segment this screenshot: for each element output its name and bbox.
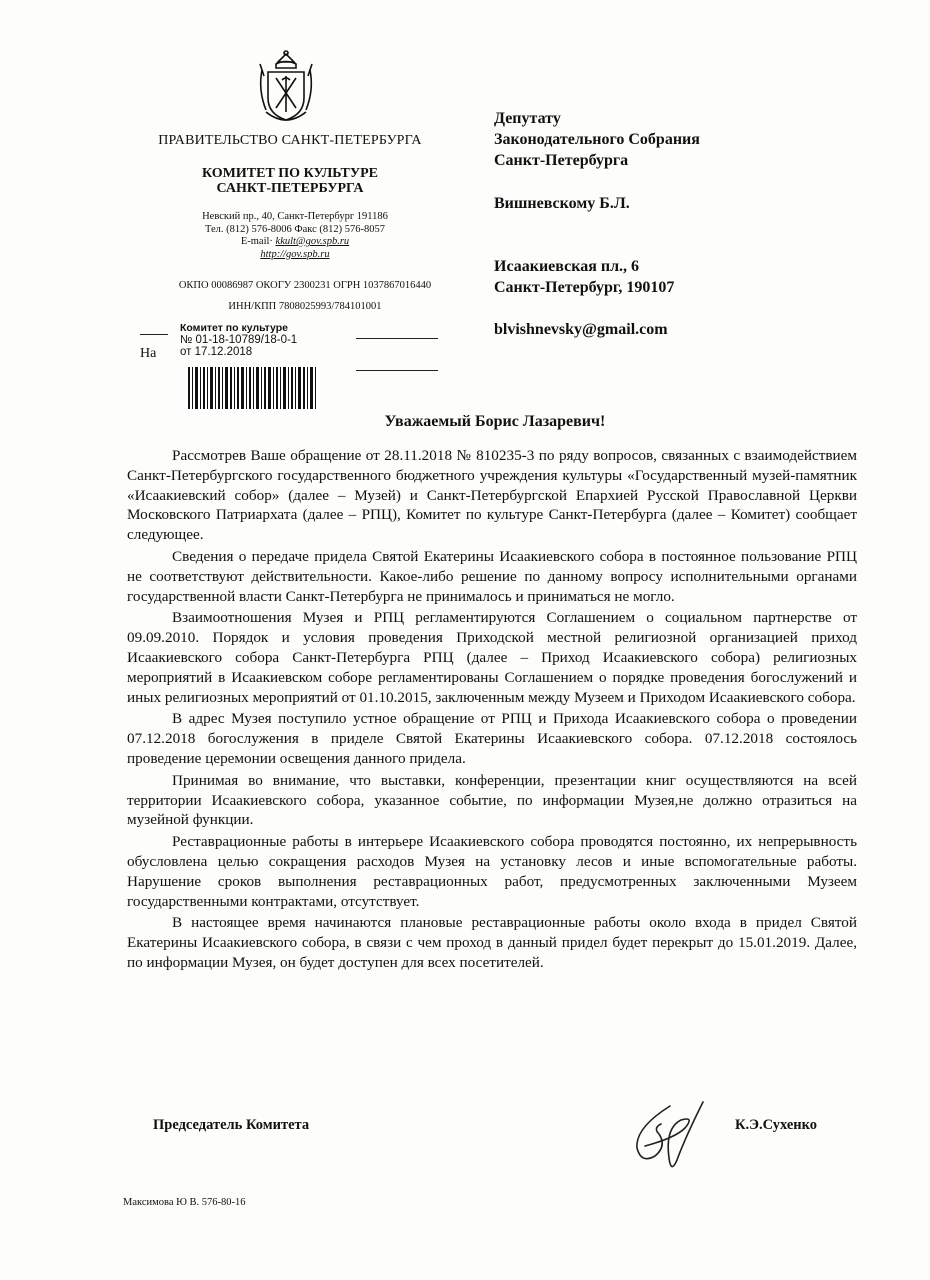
stamp-date: от 17.12.2018 (180, 346, 253, 358)
reg-line-right-top (356, 338, 438, 339)
addressee-address2: Санкт-Петербург, 190107 (494, 279, 675, 296)
paragraph: В адрес Музея поступило устное обращение от РПЦ и Прихода Исаакиевского собора о проведении 07.12.2018 богослужения в приделе Святой Екатерины Исаакиевского собора. 07.12.2018 состоялось проведение церемонии освещения данного придела. (127, 710, 857, 767)
salutation: Уважаемый Борис Лазаревич! (384, 413, 606, 430)
addressee-name: Вишневскому Б.Л. (494, 195, 630, 212)
committee-codes (120, 275, 490, 317)
email-label: E-mail· (240, 236, 273, 247)
paragraph: Сведения о передаче придела Святой Екатерины Исаакиевского собора в постоянное пользование РПЦ не соответствуют действительности. Какое-либо решение по данному вопросу исполнительными органами государственной власти Санкт-Петербурга не принималось и приниматься не могло. (127, 547, 857, 605)
paragraph: Принимая во внимание, что выставки, конференции, презентации книг осуществляются на всей территории Исаакиевского собора, указанное событие, по информации Музея,не должно отразиться на музейной функции. (127, 771, 857, 829)
inn-kpp: ИНН/КПП 7808025993/784101001 (228, 301, 382, 312)
committee-line1: КОМИТЕТ ПО КУЛЬТУРЕ (201, 166, 379, 181)
addressee-block (494, 108, 894, 340)
addressee-address1: Исаакиевская пл., 6 (494, 258, 640, 275)
committee-contacts (160, 211, 430, 261)
reg-line-right-bottom (356, 370, 438, 371)
government-name: ПРАВИТЕЛЬСТВО САНКТ-ПЕТЕРБУРГА (158, 133, 422, 148)
addressee-line1: Депутату (494, 110, 561, 127)
registration-stamp (180, 322, 330, 358)
committee-website-link[interactable]: http://gov.spb.ru (260, 248, 330, 260)
handwritten-signature (615, 1098, 710, 1178)
signatory-name: К.Э.Сухенко (735, 1117, 818, 1133)
committee-name (150, 166, 430, 196)
committee-address: Невский пр., 40, Санкт-Петербург 191186 (202, 211, 388, 222)
committee-email-row (160, 236, 430, 249)
committee-phone: Тел. (812) 576-8006 Факс (812) 576-8057 (204, 223, 386, 235)
paragraph: Взаимоотношения Музея и РПЦ регламентируются Соглашением о социальном партнерстве от 09.09.2010. Порядок и условия проведения Приходской местной религиозной организацией приход Исаакиевского собора Санкт-Петербурга РПЦ (далее – Приход Исаакиевского собора) религиозных мероприятий в Исаакиевском соборе регламентированы Соглашением о порядке проведения богослужений и иных религиозных мероприятий от 01.10.2015, заключенным между Музеем и Приходом Исаакиевского собора. (127, 609, 857, 706)
executor-info: Максимова Ю В. 576-80-16 (123, 1197, 246, 1208)
addressee-line3: Санкт-Петербурга (494, 152, 629, 169)
committee-line2: САНКТ-ПЕТЕРБУРГА (216, 181, 364, 196)
registry-codes: ОКПО 00086987 ОКОГУ 2300231 ОГРН 1037867016440 (178, 280, 432, 291)
signatory-position: Председатель Комитета (153, 1117, 310, 1133)
addressee-line2: Законодательного Собрания (494, 131, 700, 148)
stamp-title: Комитет по культуре (180, 322, 288, 334)
reg-na-label: На (140, 346, 157, 361)
committee-email-link[interactable]: kkult@gov.spb.ru (275, 236, 350, 247)
paragraph: В настоящее время начинаются плановые реставрационные работы около входа в придел Святой Екатерины Исаакиевского собора, в связи с чем проход в данный придел будет перекрыт до 15.01.2019. Далее, по информации Музея, он будет доступен для всех посетителей. (127, 914, 857, 971)
paragraph: Реставрационные работы в интерьере Исаакиевского собора проводятся постоянно, их непрерывность обусловлена целью сокращения расходов Музея на установку лесов и иные вспомогательные работы. Нарушение сроков выполнения реставрационных работ, предусмотренных заключенными Музеем государственными контрактами, отсутствует. (127, 833, 857, 910)
saint-petersburg-coat-of-arms-icon (256, 50, 316, 125)
addressee-email: blvishnevsky@gmail.com (494, 321, 668, 338)
stamp-number: № 01-18-10789/18-0-1 (180, 334, 298, 346)
reg-line-left (140, 334, 168, 335)
registration-barcode (186, 365, 318, 411)
letter-body (127, 446, 857, 975)
paragraph: Рассмотрев Ваше обращение от 28.11.2018 № 810235-3 по ряду вопросов, связанных с взаимодействием Санкт-Петербургского государственного бюджетного учреждения культуры «Государственный музей-памятник «Исаакиевский собор» (далее – Музей) и Санкт-Петербургской Епархией Русской Православной Церкви Московского Патриархата (далее – РПЦ), Комитет по культуре Санкт-Петербурга (далее – Комитет) сообщает следующее. (127, 447, 857, 544)
